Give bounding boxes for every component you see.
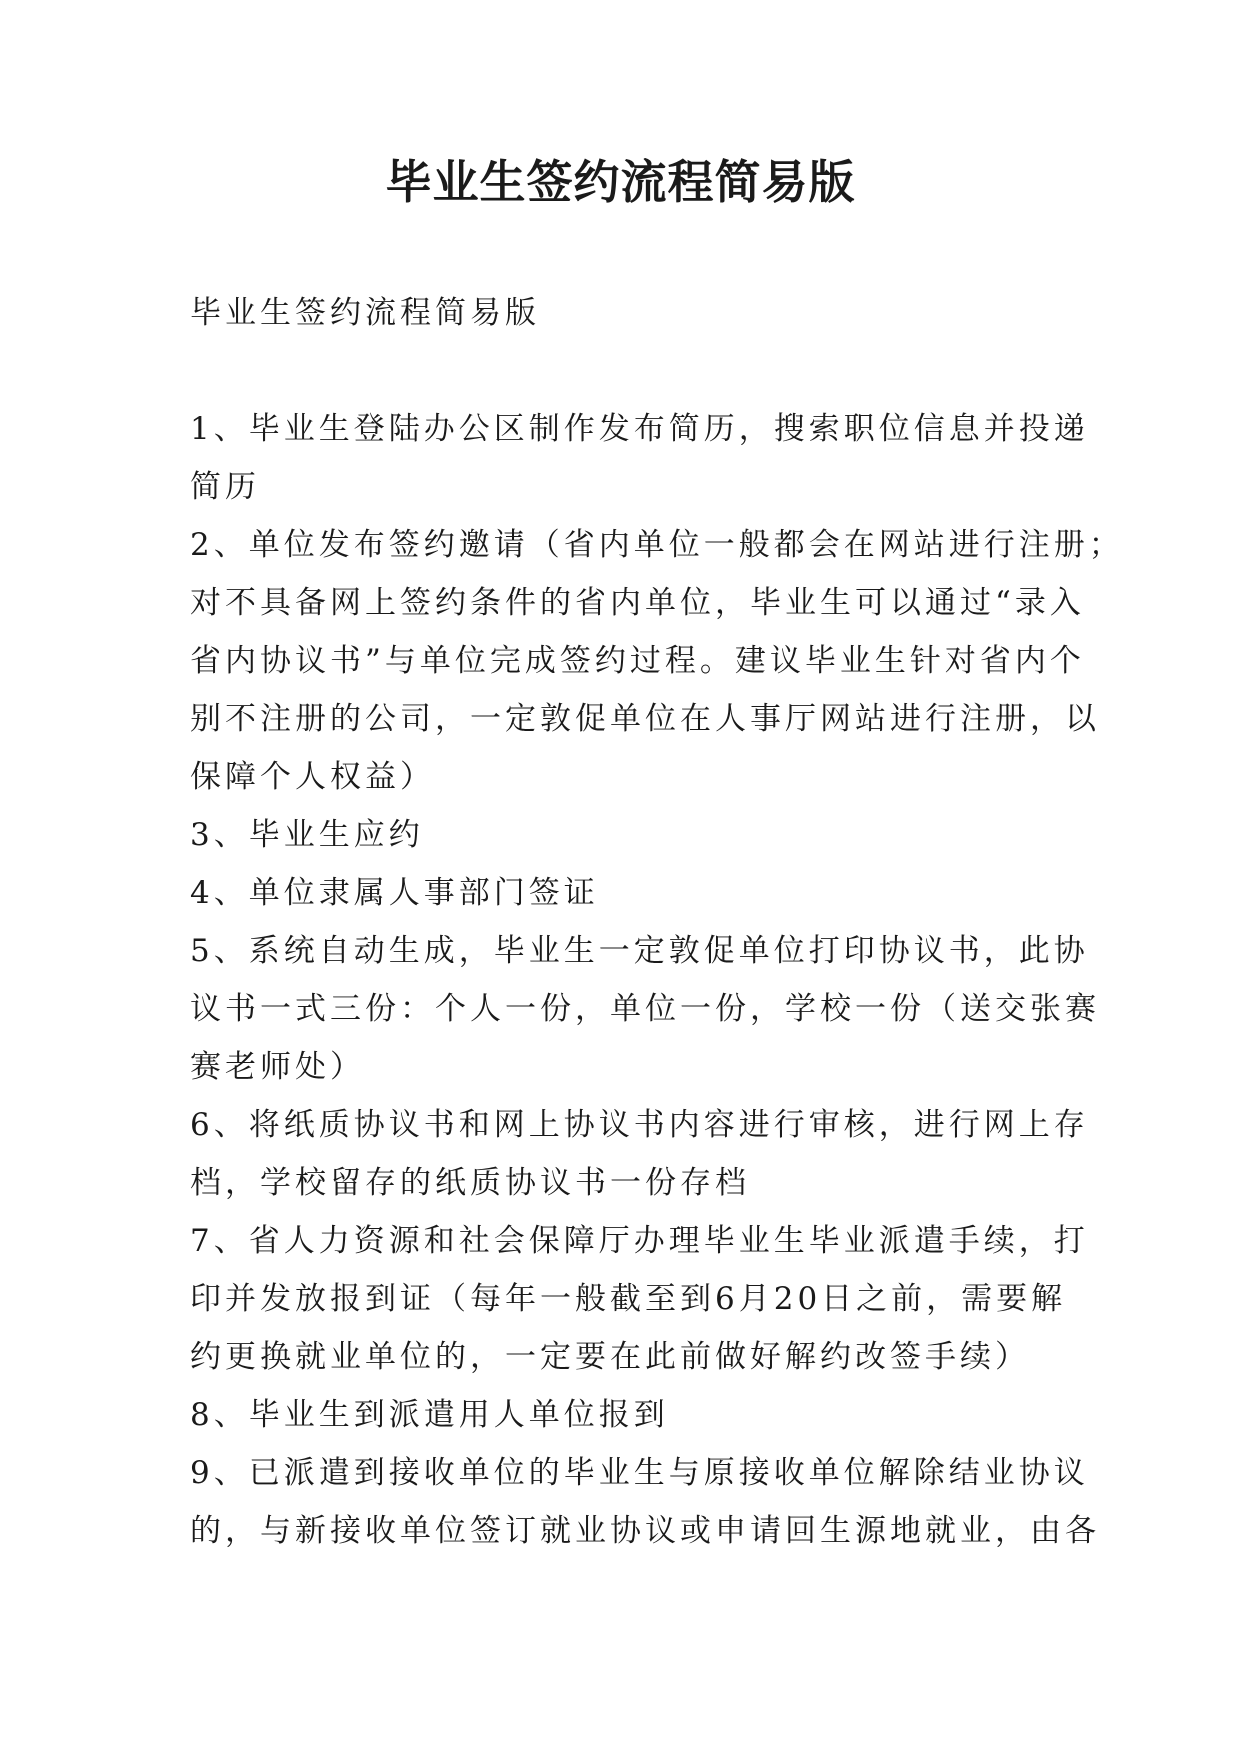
step-line: 7、省人力资源和社会保障厅办理毕业生毕业派遣手续，打 bbox=[190, 1223, 1089, 1259]
step-9 bbox=[190, 1444, 1100, 1560]
step-4 bbox=[190, 864, 1052, 922]
step-line: 2、单位发布签约邀请（省内单位一般都会在网站进行注册； bbox=[190, 527, 1124, 563]
step-2 bbox=[190, 516, 1124, 806]
step-line: 档，学校留存的纸质协议书一份存档 bbox=[190, 1165, 750, 1201]
document-title: 毕业生签约流程简易版 bbox=[385, 155, 856, 209]
step-1 bbox=[190, 400, 1089, 516]
step-line: 简历 bbox=[190, 469, 260, 505]
step-7 bbox=[190, 1212, 1089, 1386]
step-line: 对不具备网上签约条件的省内单位，毕业生可以通过“录入 bbox=[190, 585, 1085, 621]
step-line: 的，与新接收单位签订就业协议或申请回生源地就业，由各 bbox=[190, 1513, 1100, 1549]
document-body bbox=[190, 284, 1124, 1560]
step-line: 省内协议书”与单位完成签约过程。建议毕业生针对省内个 bbox=[190, 643, 1085, 679]
step-line: 保障个人权益） bbox=[190, 759, 435, 795]
step-line: 4、单位隶属人事部门签证 bbox=[190, 875, 599, 911]
step-line: 5、系统自动生成，毕业生一定敦促单位打印协议书，此协 bbox=[190, 933, 1089, 969]
step-line: 8、毕业生到派遣用人单位报到 bbox=[190, 1397, 669, 1433]
step-line: 赛老师处） bbox=[190, 1049, 365, 1085]
document-subtitle: 毕业生签约流程简易版 bbox=[190, 295, 540, 331]
step-line: 3、毕业生应约 bbox=[190, 817, 424, 853]
step-line: 1、毕业生登陆办公区制作发布简历，搜索职位信息并投递 bbox=[190, 411, 1089, 447]
step-3 bbox=[190, 806, 1052, 864]
step-line: 约更换就业单位的，一定要在此前做好解约改签手续） bbox=[190, 1339, 1030, 1375]
step-line: 9、已派遣到接收单位的毕业生与原接收单位解除结业协议 bbox=[190, 1455, 1089, 1491]
step-6 bbox=[190, 1096, 1089, 1212]
step-line: 6、将纸质协议书和网上协议书内容进行审核，进行网上存 bbox=[190, 1107, 1089, 1143]
step-8 bbox=[190, 1386, 1052, 1444]
step-line: 印并发放报到证（每年一般截至到6月20日之前，需要解 bbox=[190, 1281, 1067, 1317]
step-5 bbox=[190, 922, 1100, 1096]
step-line: 别不注册的公司，一定敦促单位在人事厅网站进行注册，以 bbox=[190, 701, 1100, 737]
step-line: 议书一式三份：个人一份，单位一份，学校一份（送交张赛 bbox=[190, 991, 1100, 1027]
